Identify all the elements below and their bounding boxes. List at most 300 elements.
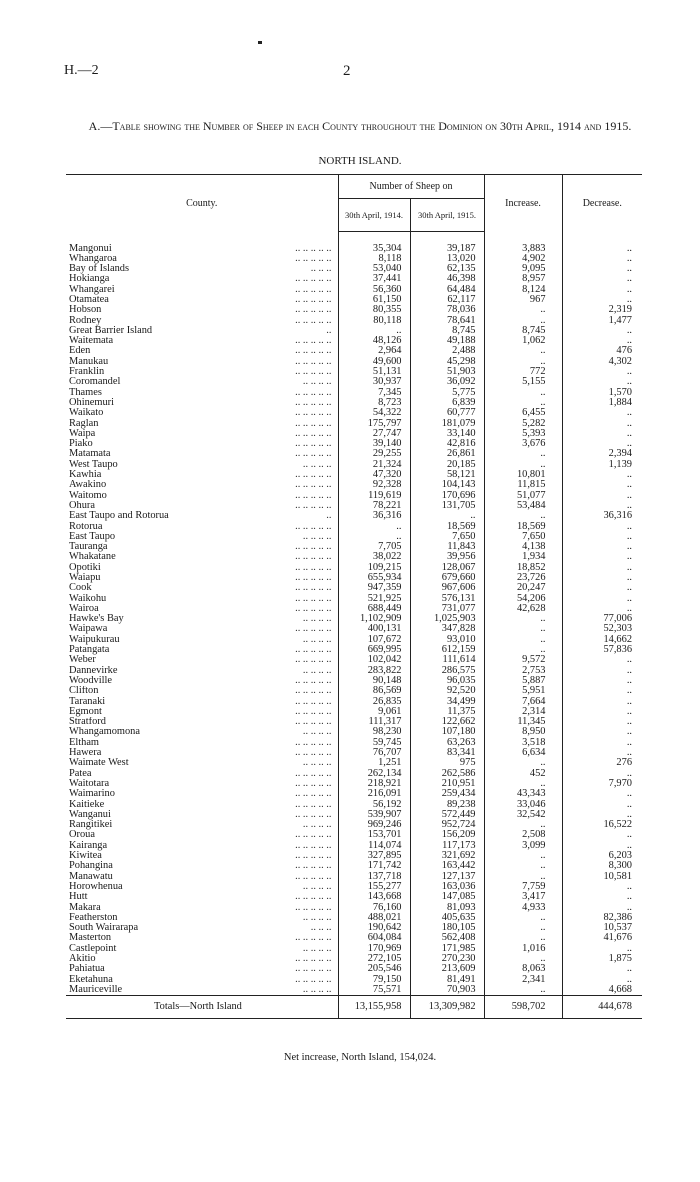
county-label: Pahiatua (69, 964, 105, 975)
net-increase-note: Net increase, North Island, 154,024. (283, 1052, 437, 1063)
increase-value: 10,801 (484, 470, 562, 480)
sheep-1915: 262,586 (410, 769, 484, 779)
increase-value: 18,852 (484, 563, 562, 573)
table-row (66, 738, 642, 748)
decrease-value: 1,570 (608, 387, 633, 398)
county-label: Matamata (69, 449, 111, 460)
decrease-value: 1,875 (608, 953, 633, 964)
leader-dots: .. .. .. .. .. (295, 830, 332, 841)
county-label: Waitomo (69, 490, 107, 501)
county-label: Pohangina (69, 861, 113, 872)
decrease-value: .. (626, 892, 633, 903)
county-name (66, 861, 338, 871)
county-label: Mangonui (69, 243, 112, 254)
county-name (66, 903, 338, 913)
leader-dots: .. .. .. .. .. (295, 428, 332, 439)
sheep-1914: 327,895 (338, 851, 410, 861)
table-row (66, 707, 642, 717)
table-row (66, 552, 642, 562)
county-name (66, 573, 338, 583)
increase-value: 43,343 (484, 789, 562, 799)
table-row (66, 285, 642, 295)
increase-value: 3,417 (484, 892, 562, 902)
table-row (66, 398, 642, 408)
sheep-1915: 128,067 (410, 563, 484, 573)
leader-dots: .. .. .. .. .. (295, 439, 332, 450)
leader-dots: .. .. .. .. .. (295, 470, 332, 481)
header-number-of-sheep: Number of Sheep on (338, 175, 484, 199)
leader-dots: .. .. .. .. .. (295, 768, 332, 779)
table-row (66, 594, 642, 604)
county-name (66, 367, 338, 377)
leader-dots: .. .. .. (310, 264, 332, 275)
county-label: Taranaki (69, 696, 106, 707)
table-row (66, 985, 642, 996)
increase-value: 8,124 (484, 285, 562, 295)
decrease-value: 82,386 (603, 912, 633, 923)
county-label: Wanganui (69, 809, 111, 820)
county-label: Waipa (69, 428, 96, 439)
table-row (66, 326, 642, 336)
sheep-1914: 59,745 (338, 738, 410, 748)
sheep-1915: 131,705 (410, 501, 484, 511)
sheep-1915: 2,488 (410, 346, 484, 356)
table-row (66, 491, 642, 501)
county-label: Manawatu (69, 871, 113, 882)
leader-dots: .. .. .. .. .. (295, 851, 332, 862)
table-row (66, 666, 642, 676)
county-label: Hutt (69, 892, 88, 903)
county-name (66, 964, 338, 974)
sheep-1914: 75,571 (338, 985, 410, 996)
increase-value: .. (484, 460, 562, 470)
county-name (66, 511, 338, 521)
sheep-1915: 39,187 (410, 244, 484, 254)
decrease-value: .. (626, 552, 633, 563)
decrease-value: .. (626, 840, 633, 851)
sheep-1914: 604,084 (338, 933, 410, 943)
increase-value: .. (484, 985, 562, 996)
decrease-value: .. (626, 500, 633, 511)
county-label: Waimate West (69, 758, 129, 769)
increase-value: .. (484, 645, 562, 655)
sheep-1915: 5,775 (410, 388, 484, 398)
increase-value: 42,628 (484, 604, 562, 614)
sheep-1915: 33,140 (410, 429, 484, 439)
county-label: Featherston (69, 912, 118, 923)
leader-dots: .. .. .. .. .. (295, 336, 332, 347)
sheep-1915: 171,985 (410, 944, 484, 954)
county-label: Opotiki (69, 562, 101, 573)
county-label: Awakino (69, 480, 107, 491)
table-row (66, 655, 642, 665)
decrease-value: .. (626, 521, 633, 532)
county-name (66, 830, 338, 840)
leader-dots: .. .. .. .. (302, 531, 332, 542)
sheep-1914: 400,131 (338, 624, 410, 634)
decrease-value: .. (626, 799, 633, 810)
county-label: Waiapu (69, 573, 101, 583)
table-row (66, 841, 642, 851)
sheep-1915: 572,449 (410, 810, 484, 820)
leader-dots: .. .. .. .. .. (295, 799, 332, 810)
sheep-1915: 42,816 (410, 439, 484, 449)
county-label: Masterton (69, 933, 112, 944)
header-county: County. (66, 175, 338, 232)
decrease-value: .. (626, 408, 633, 419)
sheep-1915: 11,375 (410, 707, 484, 717)
increase-value: 4,138 (484, 542, 562, 552)
increase-value: 6,634 (484, 748, 562, 758)
increase-value: .. (484, 851, 562, 861)
leader-dots: .. .. .. .. (302, 820, 332, 831)
increase-value: 3,676 (484, 439, 562, 449)
leader-dots: .. .. .. .. .. (295, 294, 332, 305)
county-name (66, 676, 338, 686)
sheep-1915: 34,499 (410, 697, 484, 707)
sheep-1914: 190,642 (338, 923, 410, 933)
county-label: Kairanga (69, 840, 108, 851)
total-decrease: 444,678 (562, 996, 642, 1019)
county-name (66, 470, 338, 480)
leader-dots: .. .. .. .. .. (295, 953, 332, 964)
county-label: Horowhenua (69, 881, 123, 892)
table-row (66, 800, 642, 810)
leader-dots: .. .. .. .. .. (295, 861, 332, 872)
increase-value: 7,650 (484, 532, 562, 542)
table-row (66, 614, 642, 624)
leader-dots: .. .. .. .. .. (295, 500, 332, 511)
county-name (66, 810, 338, 820)
decrease-value: 8,300 (608, 861, 633, 872)
leader-dots: .. .. .. .. .. (295, 274, 332, 285)
county-label: Woodville (69, 675, 113, 686)
sheep-1914: 155,277 (338, 882, 410, 892)
county-name (66, 408, 338, 418)
increase-value: .. (484, 398, 562, 408)
decrease-value: 10,581 (603, 871, 633, 882)
table-row (66, 583, 642, 593)
county-name (66, 645, 338, 655)
sheep-1914: 76,707 (338, 748, 410, 758)
table-row (66, 779, 642, 789)
table-row (66, 727, 642, 737)
sheep-1915: 13,020 (410, 254, 484, 264)
increase-value: 8,950 (484, 727, 562, 737)
decrease-value: .. (626, 583, 633, 594)
leader-dots: .. .. .. .. .. (295, 449, 332, 460)
increase-value: 1,016 (484, 944, 562, 954)
increase-value: 6,455 (484, 408, 562, 418)
sheep-1914: 48,126 (338, 336, 410, 346)
county-name (66, 594, 338, 604)
increase-value: 53,484 (484, 501, 562, 511)
decrease-value: .. (626, 325, 633, 336)
increase-value: 1,934 (484, 552, 562, 562)
sheep-1914: 56,360 (338, 285, 410, 295)
decrease-value: 10,537 (603, 923, 633, 934)
table-row (66, 449, 642, 459)
county-name (66, 748, 338, 758)
page-number: 2 (343, 63, 351, 79)
leader-dots: .. .. .. .. (302, 984, 332, 995)
county-label: Tauranga (69, 542, 108, 553)
sheep-1915: 107,180 (410, 727, 484, 737)
decrease-value: .. (626, 665, 633, 676)
decrease-value: 41,676 (603, 933, 633, 944)
sheep-1914: 7,705 (338, 542, 410, 552)
sheep-1914: 205,546 (338, 964, 410, 974)
decrease-value: .. (626, 902, 633, 913)
county-name (66, 460, 338, 470)
leader-dots: .. .. .. .. .. (295, 387, 332, 398)
table-row (66, 244, 642, 254)
increase-value: 7,664 (484, 697, 562, 707)
table-row (66, 305, 642, 315)
decrease-value: .. (626, 562, 633, 573)
sheep-1915: 49,188 (410, 336, 484, 346)
sheep-1915: 26,861 (410, 449, 484, 459)
decrease-value: .. (626, 696, 633, 707)
county-name (66, 583, 338, 593)
sheep-1915: 731,077 (410, 604, 484, 614)
sheep-1914: 79,150 (338, 975, 410, 985)
increase-value: .. (484, 511, 562, 521)
county-name (66, 522, 338, 532)
county-name (66, 501, 338, 511)
decrease-value: .. (626, 768, 633, 779)
increase-value: 3,883 (484, 244, 562, 254)
increase-value: 18,569 (484, 522, 562, 532)
leader-dots: .. .. .. .. .. (295, 840, 332, 851)
sheep-1914: 76,160 (338, 903, 410, 913)
totals-row (66, 996, 642, 1019)
increase-value: 9,572 (484, 655, 562, 665)
leader-dots: .. .. .. .. .. (295, 552, 332, 563)
leader-dots: .. .. .. .. (302, 727, 332, 738)
decrease-value: .. (626, 480, 633, 491)
county-name (66, 532, 338, 542)
county-name (66, 357, 338, 367)
table-row (66, 882, 642, 892)
sheep-1914: 53,040 (338, 264, 410, 274)
county-label: Hawke's Bay (69, 614, 124, 625)
county-label: Rangitikei (69, 820, 113, 831)
decrease-value: .. (626, 717, 633, 728)
table-row (66, 532, 642, 542)
sheep-1914: 98,230 (338, 727, 410, 737)
county-name (66, 913, 338, 923)
table-row (66, 758, 642, 768)
decrease-value: .. (626, 336, 633, 347)
leader-dots: .. .. .. .. .. (295, 603, 332, 614)
leader-dots: .. .. .. .. (302, 943, 332, 954)
county-label: Otamatea (69, 294, 109, 305)
increase-value: .. (484, 614, 562, 624)
increase-value: 20,247 (484, 583, 562, 593)
decrease-value: .. (626, 490, 633, 501)
county-label: Kawhia (69, 470, 102, 481)
header-1914: 30th April, 1914. (338, 199, 410, 231)
sheep-1915: 62,117 (410, 295, 484, 305)
county-label: Castlepoint (69, 943, 117, 954)
leader-dots: .. .. .. .. .. (295, 367, 332, 378)
decrease-value: 1,139 (608, 459, 633, 470)
decrease-value: 52,303 (603, 624, 633, 635)
leader-dots: .. (326, 511, 332, 522)
sheep-1914: 7,345 (338, 388, 410, 398)
sheep-1915: 51,903 (410, 367, 484, 377)
decrease-value: .. (626, 655, 633, 666)
leader-dots: .. .. .. .. .. (295, 284, 332, 295)
decrease-value: .. (626, 439, 633, 450)
increase-value: 8,957 (484, 274, 562, 284)
table-row (66, 686, 642, 696)
leader-dots: .. .. .. .. .. (295, 974, 332, 985)
decrease-value: .. (626, 974, 633, 985)
decrease-value: 1,884 (608, 397, 633, 408)
county-name (66, 686, 338, 696)
sheep-1914: 47,320 (338, 470, 410, 480)
table-row (66, 408, 642, 418)
increase-value: 8,063 (484, 964, 562, 974)
decrease-value: 4,302 (608, 356, 633, 367)
sheep-1915: 11,843 (410, 542, 484, 552)
county-name (66, 542, 338, 552)
decrease-value: .. (626, 253, 633, 264)
sheep-1915: 7,650 (410, 532, 484, 542)
table-row (66, 964, 642, 974)
increase-value: .. (484, 779, 562, 789)
leader-dots: .. .. .. .. .. (295, 562, 332, 573)
leader-dots: .. .. .. .. .. (295, 809, 332, 820)
county-label: Ohura (69, 500, 95, 511)
sheep-1915: 104,143 (410, 480, 484, 490)
table-row (66, 388, 642, 398)
sheep-1915: 679,660 (410, 573, 484, 583)
totals-label: Totals—North Island (66, 996, 338, 1019)
sheep-1914: 216,091 (338, 789, 410, 799)
decrease-value: 6,203 (608, 851, 633, 862)
county-name (66, 666, 338, 676)
table-row (66, 810, 642, 820)
table-row (66, 748, 642, 758)
sheep-1914: 30,937 (338, 377, 410, 387)
decrease-value: 36,316 (603, 511, 633, 522)
county-name (66, 419, 338, 429)
total-1915: 13,309,982 (410, 996, 484, 1019)
table-row (66, 830, 642, 840)
increase-value: .. (484, 933, 562, 943)
leader-dots: .. .. .. .. .. (295, 789, 332, 800)
county-name (66, 841, 338, 851)
sheep-1915: 111,614 (410, 655, 484, 665)
decrease-value: .. (626, 377, 633, 388)
decrease-value: .. (626, 748, 633, 759)
leader-dots: .. .. .. .. .. (295, 645, 332, 656)
sheep-1914: 90,148 (338, 676, 410, 686)
decrease-value: .. (626, 675, 633, 686)
decrease-value: .. (626, 943, 633, 954)
county-name (66, 635, 338, 645)
increase-value: .. (484, 357, 562, 367)
sheep-1914: 51,131 (338, 367, 410, 377)
table-row (66, 892, 642, 902)
sheep-1914: .. (338, 522, 410, 532)
county-label: Whangarei (69, 284, 115, 295)
sheep-1915: 62,135 (410, 264, 484, 274)
county-name (66, 398, 338, 408)
increase-value: 1,062 (484, 336, 562, 346)
leader-dots: .. .. .. .. .. (295, 408, 332, 419)
sheep-1914: 947,359 (338, 583, 410, 593)
decrease-value: .. (626, 428, 633, 439)
county-label: Dannevirke (69, 665, 118, 676)
leader-dots: .. (326, 325, 332, 336)
sheep-1914: 9,061 (338, 707, 410, 717)
sheep-1915: 975 (410, 758, 484, 768)
increase-value: 51,077 (484, 491, 562, 501)
county-name (66, 717, 338, 727)
sheep-1915: 81,491 (410, 975, 484, 985)
sheep-1915: 6,839 (410, 398, 484, 408)
table-row (66, 274, 642, 284)
header-1915: 30th April, 1915. (410, 199, 484, 231)
increase-value: .. (484, 624, 562, 634)
sheep-1914: 107,672 (338, 635, 410, 645)
leader-dots: .. .. .. .. .. (295, 397, 332, 408)
sheep-1914: 102,042 (338, 655, 410, 665)
county-name (66, 789, 338, 799)
table-row (66, 872, 642, 882)
sheep-1914: 27,747 (338, 429, 410, 439)
increase-value: 11,815 (484, 480, 562, 490)
decrease-value: .. (626, 737, 633, 748)
county-label: East Taupo and Rotorua (69, 511, 169, 522)
table-row (66, 377, 642, 387)
leader-dots: .. .. .. .. .. (295, 706, 332, 717)
decrease-value: .. (626, 830, 633, 841)
county-name (66, 491, 338, 501)
sheep-1914: 669,995 (338, 645, 410, 655)
table-row (66, 903, 642, 913)
increase-value: .. (484, 923, 562, 933)
sheep-1915: 39,956 (410, 552, 484, 562)
table-row (66, 419, 642, 429)
leader-dots: .. .. .. .. .. (295, 892, 332, 903)
sheep-1915: 576,131 (410, 594, 484, 604)
decrease-value: 14,662 (603, 634, 633, 645)
leader-dots: .. .. .. .. .. (295, 748, 332, 759)
leader-dots: .. .. .. .. .. (295, 480, 332, 491)
leader-dots: .. .. .. .. .. (295, 737, 332, 748)
decrease-value: .. (626, 294, 633, 305)
county-label: Hokianga (69, 274, 110, 285)
leader-dots: .. .. .. .. .. (295, 583, 332, 594)
increase-value: 33,046 (484, 800, 562, 810)
decrease-value: 77,006 (603, 614, 633, 625)
table-row (66, 604, 642, 614)
sheep-1914: 114,074 (338, 841, 410, 851)
leader-dots: .. .. .. .. .. (295, 346, 332, 357)
table-row (66, 975, 642, 985)
sheep-1915: 213,609 (410, 964, 484, 974)
document-code: H.—2 (64, 63, 99, 78)
county-label: Coromandel (69, 377, 121, 388)
county-label: Cook (69, 583, 92, 594)
sheep-1914: .. (338, 532, 410, 542)
increase-value: 5,951 (484, 686, 562, 696)
